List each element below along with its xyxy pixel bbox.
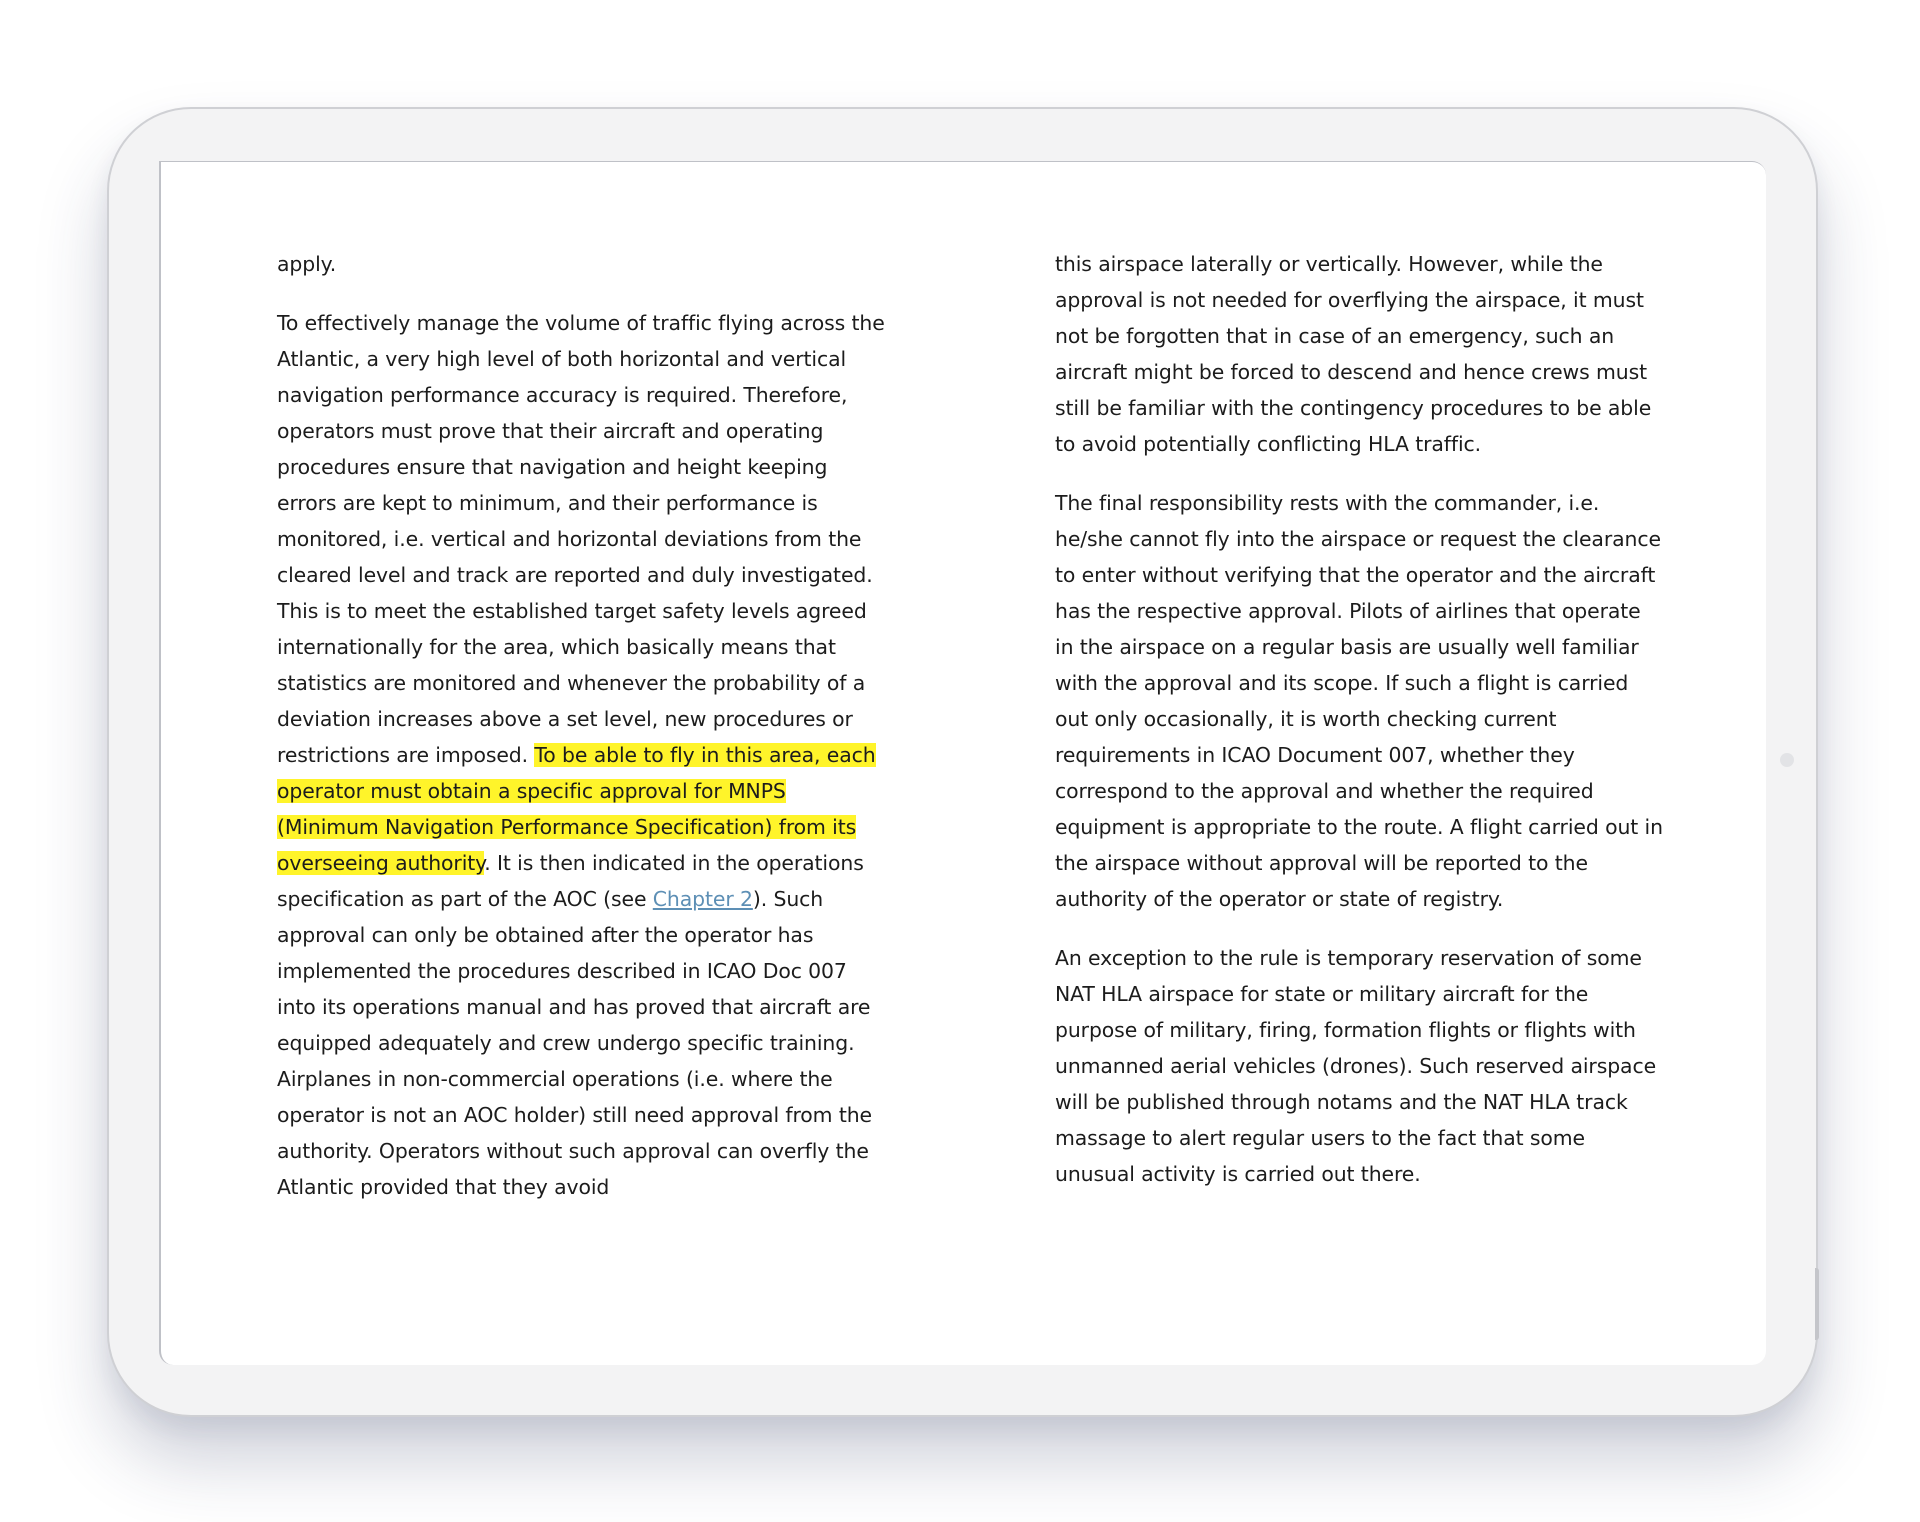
paragraph [277,305,887,1205]
right-page-column [1055,246,1665,1215]
chapter-link[interactable]: Chapter 2 [652,887,753,911]
side-button [1815,1268,1819,1340]
paragraph: The final responsibility rests with the commander, i.e. he/she cannot fly into the airspace or request the clearance to enter without verifying that the operator and the aircraft has the respective approval. Pilots of airlines that operate in the airspace on a regular basis are usually well familiar with the approval and its scope. If such a flight is carried out only occasionally, it is worth checking current requirements in ICAO Document 007, whether they correspond to the approval and whether the required equipment is appropriate to the route. A flight carried out in the airspace without approval will be reported to the authority of the operator or state of registry. [1055,491,1663,911]
paragraph: this airspace laterally or vertically. However, while the approval is not needed for overflying the airspace, it must not be forgotten that in case of an emergency, such an aircraft might be forced to descend and hence crews must still be familiar with the contingency procedures to be able to avoid potentially conflicting HLA traffic. [1055,252,1652,456]
left-page-column [277,246,887,1228]
reader-screen [159,161,1766,1365]
paragraph-text: apply. [277,252,337,276]
paragraph-text: . It is then indicated in the operations specification as part of the AOC (see [277,851,864,911]
highlighted-text[interactable]: To be able to fly in this area, each operator must obtain a specific approval for MNPS (Minimum Navigation Performance Specification) from its overseeing authority [277,743,876,875]
paragraph-text: ). Such approval can only be obtained after the operator has implemented the procedures described in ICAO Doc 007 into its operations manual and has proved that aircraft are equipped adequately and crew undergo specific training. Airplanes in non-commercial operations (i.e. where the operator is not an AOC holder) still need approval from the authority. Operators without such approval can overfly the Atlantic provided that they avoid [277,887,872,1199]
camera-dot [1780,753,1794,767]
paragraph-text: To effectively manage the volume of traffic flying across the Atlantic, a very high level of both horizontal and vertical navigation performance accuracy is required. Therefore, operators must prove that their aircraft and operating procedures ensure that navigation and height keeping errors are kept to minimum, and their performance is monitored, i.e. vertical and horizontal deviations from the cleared level and track are reported and duly investigated. This is to meet the established target safety levels agreed internationally for the area, which basically means that statistics are monitored and whenever the probability of a deviation increases above a set level, new procedures or restrictions are imposed. [277,311,885,767]
paragraph: An exception to the rule is temporary reservation of some NAT HLA airspace for state or military aircraft for the purpose of military, firing, formation flights or flights with unmanned aerial vehicles (drones). Such reserved airspace will be published through notams and the NAT HLA track massage to alert regular users to the fact that some unusual activity is carried out there. [1055,946,1657,1186]
paragraph [277,246,887,282]
